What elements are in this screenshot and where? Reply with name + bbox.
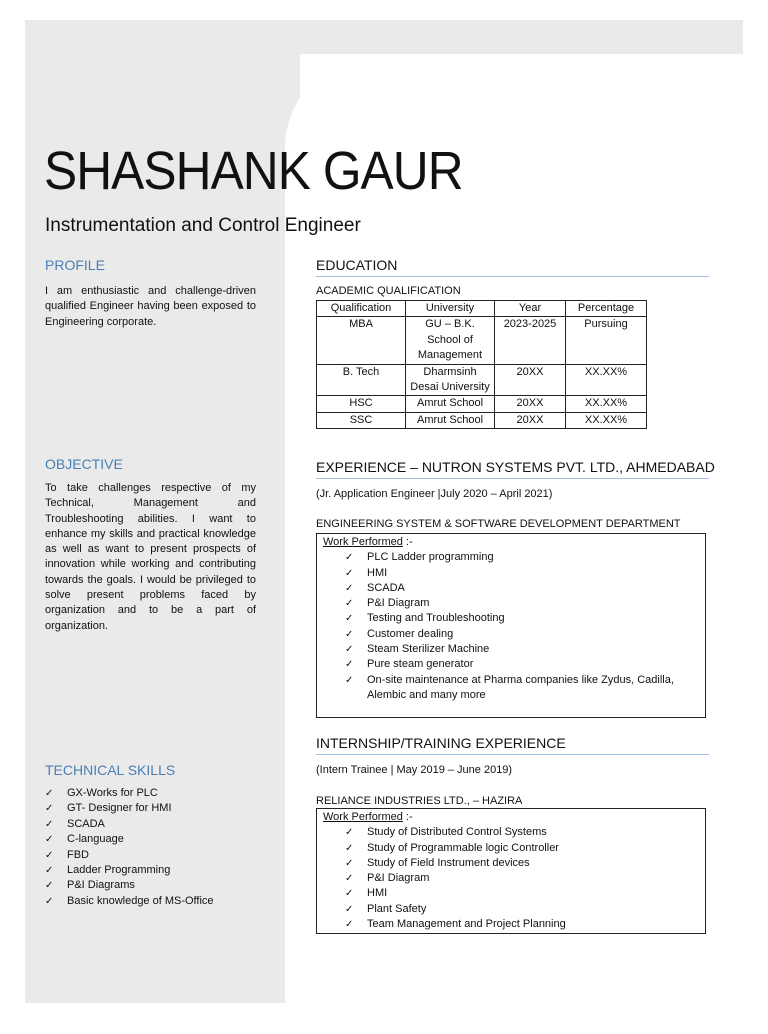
- list-item: ✓ P&I Diagram: [345, 596, 699, 611]
- check-icon: ✓: [345, 598, 354, 610]
- objective-heading: OBJECTIVE: [45, 456, 123, 472]
- list-item: ✓ Ladder Programming: [45, 863, 214, 878]
- check-icon: ✓: [345, 888, 354, 900]
- internship-heading: INTERNSHIP/TRAINING EXPERIENCE: [316, 735, 709, 755]
- table-cell: 2023-2025: [495, 317, 566, 364]
- candidate-role: Instrumentation and Control Engineer: [45, 215, 361, 236]
- table-cell: Dharmsinh Desai University: [406, 364, 495, 396]
- check-icon: ✓: [345, 919, 354, 931]
- table-cell: GU – B.K. School of Management: [406, 317, 495, 364]
- check-icon: ✓: [45, 880, 54, 892]
- list-item: ✓ HMI: [345, 566, 699, 581]
- skills-list: [45, 786, 214, 909]
- experience-heading: EXPERIENCE – NUTRON SYSTEMS PVT. LTD., AHMEDABAD: [316, 459, 709, 479]
- check-icon: ✓: [45, 895, 54, 907]
- work-performed-label: Work Performed: [323, 536, 403, 548]
- list-item: ✓ FBD: [45, 848, 214, 863]
- check-icon: ✓: [345, 659, 354, 671]
- work-performed-suffix: :-: [402, 536, 413, 548]
- list-item: ✓ PLC Ladder programming: [345, 550, 699, 565]
- education-heading: EDUCATION: [316, 257, 709, 277]
- table-row: [317, 364, 647, 396]
- experience-work-box: [316, 533, 706, 718]
- candidate-name: SHASHANK GAUR: [44, 141, 463, 201]
- header-band: [25, 20, 743, 54]
- table-cell: 20XX: [495, 396, 566, 412]
- list-item: ✓ SCADA: [345, 581, 699, 596]
- list-item: ✓ Study of Programmable logic Controller: [345, 841, 699, 856]
- check-icon: ✓: [345, 567, 354, 579]
- list-item: ✓ HMI: [345, 886, 699, 901]
- check-icon: ✓: [345, 628, 354, 640]
- check-icon: ✓: [345, 827, 354, 839]
- skills-heading: TECHNICAL SKILLS: [45, 762, 176, 778]
- experience-department: ENGINEERING SYSTEM & SOFTWARE DEVELOPMENT DEPARTMENT: [316, 518, 681, 530]
- list-item: ✓ GT- Designer for HMI: [45, 801, 214, 816]
- table-cell: 20XX: [495, 412, 566, 428]
- list-item: ✓ Plant Safety: [345, 902, 699, 917]
- table-header-row: [317, 301, 647, 317]
- check-icon: ✓: [45, 818, 54, 830]
- table-cell: MBA: [317, 317, 406, 364]
- table-cell: XX.XX%: [566, 396, 647, 412]
- check-icon: ✓: [45, 788, 54, 799]
- internship-work-list: [323, 825, 699, 932]
- list-item: ✓ Steam Sterilizer Machine: [345, 642, 699, 657]
- list-item: ✓ Pure steam generator: [345, 657, 699, 672]
- check-icon: ✓: [45, 849, 54, 861]
- experience-position: (Jr. Application Engineer |July 2020 – April 2021): [316, 488, 553, 500]
- work-performed-label: Work Performed: [323, 811, 403, 823]
- column-header: Year: [495, 301, 566, 317]
- check-icon: ✓: [345, 857, 354, 869]
- check-icon: ✓: [45, 803, 54, 815]
- list-item: ✓ GX-Works for PLC: [45, 786, 214, 801]
- check-icon: ✓: [345, 582, 354, 594]
- check-icon: ✓: [345, 842, 354, 854]
- list-item: ✓ Customer dealing: [345, 627, 699, 642]
- education-table: [316, 300, 647, 429]
- table-cell: Amrut School: [406, 412, 495, 428]
- list-item: ✓ P&I Diagram: [345, 871, 699, 886]
- check-icon: ✓: [45, 865, 54, 877]
- list-item: ✓ C-language: [45, 832, 214, 847]
- table-cell: SSC: [317, 412, 406, 428]
- table-cell: 20XX: [495, 364, 566, 396]
- internship-work-box: [316, 808, 706, 934]
- table-cell: XX.XX%: [566, 364, 647, 396]
- list-item: ✓ Study of Field Instrument devices: [345, 856, 699, 871]
- work-performed-suffix: :-: [402, 811, 413, 823]
- table-cell: Amrut School: [406, 396, 495, 412]
- table-cell: HSC: [317, 396, 406, 412]
- profile-heading: PROFILE: [45, 257, 105, 273]
- table-cell: B. Tech: [317, 364, 406, 396]
- list-item: ✓ Testing and Troubleshooting: [345, 611, 699, 626]
- check-icon: ✓: [45, 834, 54, 846]
- column-header: Qualification: [317, 301, 406, 317]
- experience-work-list: [323, 550, 699, 703]
- list-item: ✓ On-site maintenance at Pharma companies like Zydus, Cadilla, Alembic and many more: [345, 673, 699, 704]
- table-cell: XX.XX%: [566, 412, 647, 428]
- list-item: ✓ SCADA: [45, 817, 214, 832]
- column-header: Percentage: [566, 301, 647, 317]
- table-row: [317, 396, 647, 412]
- list-item: ✓ Team Management and Project Planning: [345, 917, 699, 932]
- column-header: University: [406, 301, 495, 317]
- profile-text: I am enthusiastic and challenge-driven qualified Engineer having been exposed to Engineering corporate.: [45, 285, 256, 328]
- check-icon: ✓: [345, 552, 354, 564]
- internship-company: RELIANCE INDUSTRIES LTD., – HAZIRA: [316, 795, 523, 807]
- check-icon: ✓: [345, 903, 354, 915]
- check-icon: ✓: [345, 644, 354, 656]
- table-row: [317, 412, 647, 428]
- table-cell: Pursuing: [566, 317, 647, 364]
- check-icon: ✓: [345, 674, 354, 686]
- list-item: ✓ Basic knowledge of MS-Office: [45, 894, 214, 909]
- check-icon: ✓: [345, 873, 354, 885]
- academic-subheading: ACADEMIC QUALIFICATION: [316, 285, 461, 297]
- list-item: ✓ P&I Diagrams: [45, 878, 214, 893]
- list-item: ✓ Study of Distributed Control Systems: [345, 825, 699, 840]
- check-icon: ✓: [345, 613, 354, 625]
- internship-position: (Intern Trainee | May 2019 – June 2019): [316, 764, 513, 776]
- table-row: [317, 317, 647, 364]
- objective-text: To take challenges respective of my Technical, Management and Troubleshooting abilities. I want to enhance my skills and practical knowledge as well as want to present prospects of innovation while working and contributing towards the goals. I would be privileged to solve present problems faced by organization and to be a part of organization.: [45, 482, 256, 632]
